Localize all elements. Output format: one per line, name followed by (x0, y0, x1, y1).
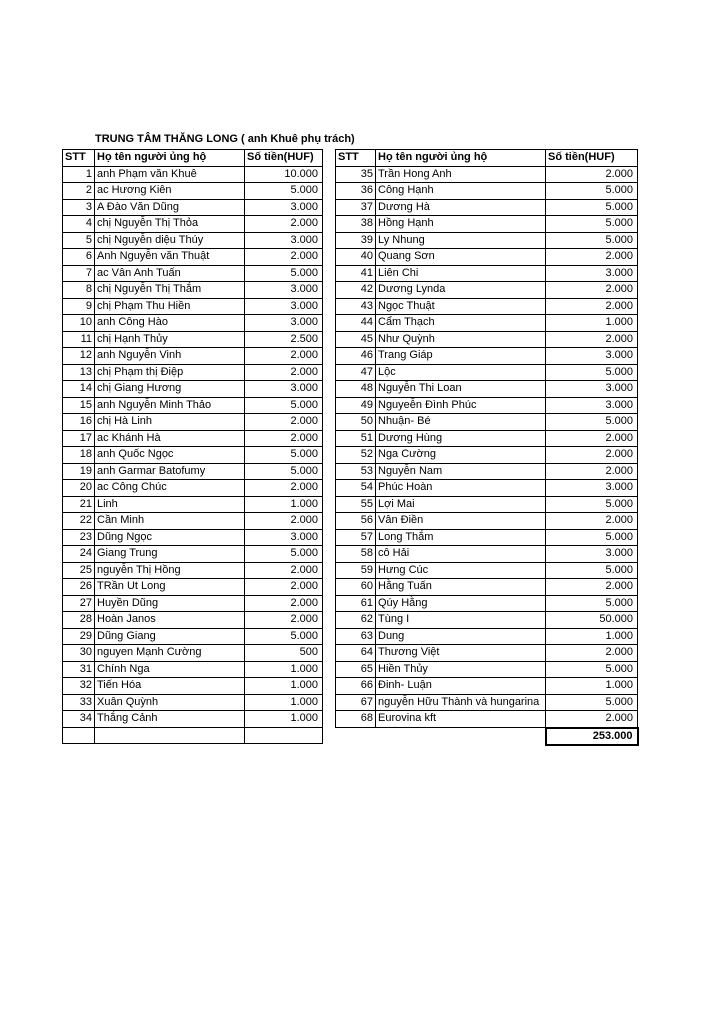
donation-amount: 5.000 (546, 496, 638, 513)
table-row (63, 694, 323, 711)
donor-name: Dương Lynda (376, 282, 546, 299)
table-row (336, 199, 638, 216)
table-row (336, 661, 638, 678)
table-row (336, 364, 638, 381)
donation-amount: 2.000 (546, 447, 638, 464)
donation-amount: 3.000 (546, 348, 638, 365)
donor-name: Trang Giáp (376, 348, 546, 365)
donation-amount: 1.000 (245, 661, 323, 678)
table-row (63, 331, 323, 348)
donor-name: anh Phạm văn Khuê (95, 166, 245, 183)
row-number: 15 (63, 397, 95, 414)
donation-amount: 2.000 (546, 298, 638, 315)
table-row (63, 232, 323, 249)
table-row (336, 298, 638, 315)
row-number: 49 (336, 397, 376, 414)
donor-name: Thương Việt (376, 645, 546, 662)
donation-amount: 5.000 (245, 397, 323, 414)
donation-amount: 3.000 (245, 381, 323, 398)
donation-amount: 2.000 (546, 430, 638, 447)
donation-amount: 5.000 (245, 463, 323, 480)
row-number: 18 (63, 447, 95, 464)
table-row (63, 595, 323, 612)
donation-amount: 2.000 (546, 166, 638, 183)
row-number: 36 (336, 183, 376, 200)
donor-name: Vân Điền (376, 513, 546, 530)
table-row (336, 232, 638, 249)
donor-name: Qúy Hằng (376, 595, 546, 612)
donation-amount: 3.000 (546, 381, 638, 398)
row-number: 9 (63, 298, 95, 315)
row-number: 61 (336, 595, 376, 612)
empty-row (63, 727, 323, 744)
table-row (336, 562, 638, 579)
donor-name: Công Hạnh (376, 183, 546, 200)
table-row (63, 249, 323, 266)
donor-name: Hưng Cúc (376, 562, 546, 579)
donor-name: Dương Hà (376, 199, 546, 216)
donor-name: Dương Hùng (376, 430, 546, 447)
donation-amount: 5.000 (546, 183, 638, 200)
row-number: 22 (63, 513, 95, 530)
row-number: 16 (63, 414, 95, 431)
row-number: 59 (336, 562, 376, 579)
donor-name: Anh Nguyễn văn Thuật (95, 249, 245, 266)
table-row (63, 265, 323, 282)
donor-name: Quang Sơn (376, 249, 546, 266)
table-row (63, 612, 323, 629)
donation-amount: 3.000 (245, 315, 323, 332)
donation-amount: 5.000 (245, 628, 323, 645)
row-number: 14 (63, 381, 95, 398)
row-number: 27 (63, 595, 95, 612)
donation-amount: 2.000 (245, 364, 323, 381)
row-number: 60 (336, 579, 376, 596)
row-number: 39 (336, 232, 376, 249)
donation-amount: 2.000 (245, 249, 323, 266)
row-number: 40 (336, 249, 376, 266)
donor-name: chị Hà Linh (95, 414, 245, 431)
donation-amount: 2.000 (245, 414, 323, 431)
header-amount: Số tiền(HUF) (245, 150, 323, 167)
donation-amount: 3.000 (546, 480, 638, 497)
table-row (63, 678, 323, 695)
donation-amount: 2.000 (245, 595, 323, 612)
table-row (336, 265, 638, 282)
row-number: 45 (336, 331, 376, 348)
table-row (336, 282, 638, 299)
donor-name: Tùng I (376, 612, 546, 629)
row-number: 24 (63, 546, 95, 563)
donation-amount: 3.000 (245, 298, 323, 315)
table-row (336, 645, 638, 662)
row-number: 8 (63, 282, 95, 299)
donation-amount: 5.000 (546, 414, 638, 431)
row-number: 30 (63, 645, 95, 662)
donor-name: anh Quốc Ngọc (95, 447, 245, 464)
row-number: 25 (63, 562, 95, 579)
donor-name: A Đào Văn Dũng (95, 199, 245, 216)
donation-amount: 50.000 (546, 612, 638, 629)
donation-amount: 500 (245, 645, 323, 662)
donor-name: Đinh- Luận (376, 678, 546, 695)
donor-name: Xuân Quỳnh (95, 694, 245, 711)
donor-name: chị Nguyễn Thị Thỏa (95, 216, 245, 233)
donation-amount: 2.000 (245, 612, 323, 629)
table-row (336, 249, 638, 266)
table-row (63, 529, 323, 546)
donation-amount: 3.000 (245, 529, 323, 546)
row-number: 2 (63, 183, 95, 200)
table-row (63, 628, 323, 645)
donation-amount: 2.000 (546, 331, 638, 348)
donor-name: nguyen Mạnh Cường (95, 645, 245, 662)
row-number: 55 (336, 496, 376, 513)
donor-table-right (335, 149, 639, 746)
donor-name: Ly Nhung (376, 232, 546, 249)
table-row (336, 331, 638, 348)
row-number: 35 (336, 166, 376, 183)
donation-amount: 3.000 (546, 265, 638, 282)
left-table-body (63, 166, 323, 744)
row-number: 29 (63, 628, 95, 645)
row-number: 10 (63, 315, 95, 332)
donor-name: Nguyễn Thi Loan (376, 381, 546, 398)
donor-name: Liên Chi (376, 265, 546, 282)
donor-name: Nguyeễn Đình Phúc (376, 397, 546, 414)
donation-amount: 1.000 (245, 496, 323, 513)
table-row (336, 513, 638, 530)
donor-name: Long Thắm (376, 529, 546, 546)
row-number: 62 (336, 612, 376, 629)
donor-name: Hằng Tuấn (376, 579, 546, 596)
table-row (336, 496, 638, 513)
table-row (336, 463, 638, 480)
table-row (63, 183, 323, 200)
table-row (63, 216, 323, 233)
donation-amount: 2.000 (546, 579, 638, 596)
donation-amount: 1.000 (245, 694, 323, 711)
row-number: 6 (63, 249, 95, 266)
header-name: Họ tên người ủng hộ (376, 150, 546, 167)
donor-name: Giang Trung (95, 546, 245, 563)
row-number: 3 (63, 199, 95, 216)
table-row (63, 513, 323, 530)
header-stt: STT (63, 150, 95, 167)
donation-amount: 5.000 (546, 694, 638, 711)
row-number: 64 (336, 645, 376, 662)
table-row (63, 661, 323, 678)
donation-amount: 1.000 (546, 315, 638, 332)
row-number: 19 (63, 463, 95, 480)
donation-amount: 2.000 (245, 579, 323, 596)
table-row (336, 381, 638, 398)
table-row (63, 414, 323, 431)
table-row (336, 711, 638, 728)
donation-amount: 3.000 (245, 282, 323, 299)
donor-name: Phúc Hoàn (376, 480, 546, 497)
donation-amount: 2.000 (245, 216, 323, 233)
row-number: 50 (336, 414, 376, 431)
donor-name: Chính Nga (95, 661, 245, 678)
table-row (336, 430, 638, 447)
donor-name: Trần Hong Anh (376, 166, 546, 183)
table-row (63, 463, 323, 480)
donor-name: chị Hạnh Thủy (95, 331, 245, 348)
total-row (336, 728, 638, 746)
donor-name: nguyễn Thị Hồng (95, 562, 245, 579)
donor-name: Nga Cường (376, 447, 546, 464)
donor-table-left (62, 149, 323, 744)
header-amount: Số tiền(HUF) (546, 150, 638, 167)
total-amount: 253.000 (546, 728, 638, 746)
donation-amount: 5.000 (546, 661, 638, 678)
donation-amount: 3.000 (245, 232, 323, 249)
donation-amount: 1.000 (546, 628, 638, 645)
donation-amount: 2.000 (546, 711, 638, 728)
row-number: 65 (336, 661, 376, 678)
row-number: 48 (336, 381, 376, 398)
donor-name: Dung (376, 628, 546, 645)
row-number: 46 (336, 348, 376, 365)
table-row (336, 579, 638, 596)
donor-name: Nguyễn Nam (376, 463, 546, 480)
table-row (63, 496, 323, 513)
row-number: 38 (336, 216, 376, 233)
donation-amount: 3.000 (546, 397, 638, 414)
donation-amount: 1.000 (245, 678, 323, 695)
table-row (63, 546, 323, 563)
right-table-body (336, 166, 638, 745)
table-row (63, 711, 323, 728)
donation-amount: 2.000 (546, 463, 638, 480)
donor-name: Cần Minh (95, 513, 245, 530)
donation-amount: 5.000 (245, 546, 323, 563)
donation-amount: 5.000 (546, 216, 638, 233)
empty-cell (95, 727, 245, 744)
row-number: 67 (336, 694, 376, 711)
donor-name: Ngọc Thuật (376, 298, 546, 315)
table-row (63, 315, 323, 332)
donation-amount: 5.000 (245, 265, 323, 282)
table-row (63, 397, 323, 414)
table-row (336, 595, 638, 612)
row-number: 11 (63, 331, 95, 348)
donor-name: Lợi Mai (376, 496, 546, 513)
donor-name: cô Hải (376, 546, 546, 563)
donation-amount: 5.000 (245, 447, 323, 464)
row-number: 43 (336, 298, 376, 315)
row-number: 44 (336, 315, 376, 332)
donation-amount: 2.000 (546, 645, 638, 662)
donation-amount: 5.000 (546, 595, 638, 612)
donation-amount: 2.000 (546, 282, 638, 299)
donor-name: Linh (95, 496, 245, 513)
row-number: 54 (336, 480, 376, 497)
donor-name: chị Nguyễn Thị Thắm (95, 282, 245, 299)
table-row (336, 628, 638, 645)
table-row (336, 447, 638, 464)
donation-amount: 1.000 (546, 678, 638, 695)
row-number: 66 (336, 678, 376, 695)
table-row (63, 199, 323, 216)
row-number: 1 (63, 166, 95, 183)
table-row (336, 414, 638, 431)
row-number: 63 (336, 628, 376, 645)
table-row (336, 480, 638, 497)
row-number: 57 (336, 529, 376, 546)
table-row (336, 216, 638, 233)
total-spacer (376, 728, 546, 746)
table-row (63, 430, 323, 447)
donation-amount: 2.000 (245, 480, 323, 497)
table-row (336, 348, 638, 365)
row-number: 26 (63, 579, 95, 596)
donor-name: Hoàn Janos (95, 612, 245, 629)
donation-amount: 5.000 (546, 199, 638, 216)
donor-name: anh Nguyễn Vinh (95, 348, 245, 365)
row-number: 42 (336, 282, 376, 299)
table-row (336, 546, 638, 563)
donor-name: Hồng Hạnh (376, 216, 546, 233)
table-row (336, 397, 638, 414)
donor-name: ac Khánh Hà (95, 430, 245, 447)
donor-name: anh Garmar Batofumy (95, 463, 245, 480)
donor-name: chị Giang Hương (95, 381, 245, 398)
donor-name: Hiền Thủy (376, 661, 546, 678)
table-row (63, 562, 323, 579)
donation-amount: 3.000 (245, 199, 323, 216)
table-row (336, 166, 638, 183)
table-row (336, 612, 638, 629)
row-number: 17 (63, 430, 95, 447)
donor-name: ac Công Chúc (95, 480, 245, 497)
table-row (336, 183, 638, 200)
row-number: 20 (63, 480, 95, 497)
row-number: 51 (336, 430, 376, 447)
row-number: 5 (63, 232, 95, 249)
donor-name: ac Hương Kiên (95, 183, 245, 200)
row-number: 34 (63, 711, 95, 728)
donation-amount: 2.000 (546, 513, 638, 530)
row-number: 31 (63, 661, 95, 678)
donor-name: chị Nguyễn diệu Thúy (95, 232, 245, 249)
donor-name: Tiến Hóa (95, 678, 245, 695)
row-number: 53 (336, 463, 376, 480)
donor-name: Dũng Ngọc (95, 529, 245, 546)
donation-amount: 10.000 (245, 166, 323, 183)
donation-amount: 2.000 (245, 430, 323, 447)
donation-amount: 5.000 (245, 183, 323, 200)
row-number: 4 (63, 216, 95, 233)
row-number: 37 (336, 199, 376, 216)
donation-amount: 5.000 (546, 562, 638, 579)
table-row (63, 645, 323, 662)
row-number: 21 (63, 496, 95, 513)
table-row (63, 166, 323, 183)
row-number: 12 (63, 348, 95, 365)
donation-amount: 2.000 (546, 249, 638, 266)
donation-amount: 5.000 (546, 232, 638, 249)
row-number: 13 (63, 364, 95, 381)
table-row (63, 298, 323, 315)
table-row (336, 694, 638, 711)
donor-name: Huyền Dũng (95, 595, 245, 612)
donor-name: Eurovina kft (376, 711, 546, 728)
row-number: 28 (63, 612, 95, 629)
table-row (336, 529, 638, 546)
row-number: 41 (336, 265, 376, 282)
empty-cell (63, 727, 95, 744)
donor-name: Như Quỳnh (376, 331, 546, 348)
donation-amount: 2.500 (245, 331, 323, 348)
table-row (63, 480, 323, 497)
total-spacer (336, 728, 376, 746)
donation-amount: 5.000 (546, 364, 638, 381)
donor-name: TRần Ut Long (95, 579, 245, 596)
row-number: 58 (336, 546, 376, 563)
donation-amount: 2.000 (245, 513, 323, 530)
donor-name: anh Nguyễn Minh Thảo (95, 397, 245, 414)
table-row (63, 579, 323, 596)
table-header-row (63, 150, 323, 167)
row-number: 52 (336, 447, 376, 464)
row-number: 56 (336, 513, 376, 530)
donor-name: nguyễn Hữu Thành và hungarina (376, 694, 546, 711)
empty-cell (245, 727, 323, 744)
donor-name: Nhuận- Bé (376, 414, 546, 431)
row-number: 47 (336, 364, 376, 381)
donation-amount: 5.000 (546, 529, 638, 546)
donor-name: anh Công Hào (95, 315, 245, 332)
donation-amount: 1.000 (245, 711, 323, 728)
table-header-row (336, 150, 638, 167)
row-number: 68 (336, 711, 376, 728)
document-title: TRUNG TÂM THĂNG LONG ( anh Khuê phụ trách) (95, 133, 355, 145)
row-number: 23 (63, 529, 95, 546)
donation-amount: 2.000 (245, 562, 323, 579)
table-row (336, 315, 638, 332)
donor-name: Thắng Cảnh (95, 711, 245, 728)
table-row (63, 364, 323, 381)
table-row (63, 348, 323, 365)
donor-name: Cẩm Thạch (376, 315, 546, 332)
table-row (63, 381, 323, 398)
table-row (63, 447, 323, 464)
header-name: Họ tên người ủng hộ (95, 150, 245, 167)
table-row (336, 678, 638, 695)
donor-name: ac Vân Anh Tuấn (95, 265, 245, 282)
donor-name: Lộc (376, 364, 546, 381)
row-number: 32 (63, 678, 95, 695)
donation-amount: 3.000 (546, 546, 638, 563)
donor-name: chị Phạm thị Điệp (95, 364, 245, 381)
donor-name: chị Phạm Thu Hiền (95, 298, 245, 315)
header-stt: STT (336, 150, 376, 167)
donor-name: Dũng Giang (95, 628, 245, 645)
row-number: 7 (63, 265, 95, 282)
donation-amount: 2.000 (245, 348, 323, 365)
table-row (63, 282, 323, 299)
row-number: 33 (63, 694, 95, 711)
